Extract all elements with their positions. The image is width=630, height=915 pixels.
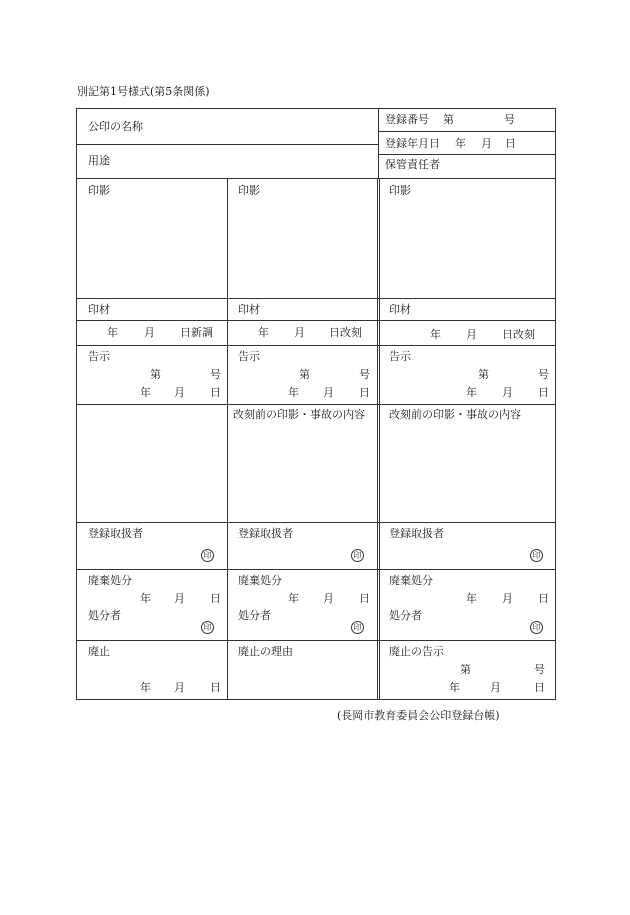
col3-date-month: 月 [466,328,477,341]
col3-notice-go: 号 [538,368,549,381]
top-divider [378,108,379,178]
col3-notice-month: 月 [502,386,513,399]
abolition-notice-year: 年 [449,681,460,694]
col2-disposer-seal-icon: 印 [351,621,364,634]
col2-date-year: 年 [258,326,269,339]
col3-change-label: 改刻前の印影・事故の内容 [389,408,521,421]
col1-handler-label: 登録取扱者 [88,527,143,540]
col1-handler-seal-icon: 印 [201,549,214,562]
row-line-date [76,345,556,346]
col3-disposer-label: 処分者 [389,609,422,622]
seal-name-label: 公印の名称 [88,120,143,133]
reg-date-label: 登録年月日 [385,137,440,150]
col2-date-suffix: 日改刻 [329,326,362,339]
col3-disposal-day: 日 [538,592,549,605]
row-line-change [76,522,556,523]
top-right-divider-1 [378,131,556,132]
form-caption: 別記第1号様式(第5条関係) [77,85,210,98]
row-line-handler [76,569,556,570]
usage-label: 用途 [88,154,110,167]
col1-material-label: 印材 [88,303,110,316]
reg-date-month: 月 [481,137,492,150]
col1-disposal-year: 年 [140,592,151,605]
col2-disposer-label: 処分者 [238,609,271,622]
col2-notice-year: 年 [288,386,299,399]
col3-disposer-seal-icon: 印 [530,621,543,634]
row-line-notice [76,404,556,405]
col3-handler-seal-icon: 印 [530,549,543,562]
row-line-material [76,320,556,321]
abolition-notice-go: 号 [534,663,545,676]
col1-disposal-day: 日 [210,592,221,605]
col2-notice-day: 日 [359,386,370,399]
col1-notice-day: 日 [210,386,221,399]
col2-imprint-label: 印影 [238,184,260,197]
custodian-label: 保管責任者 [385,158,440,171]
footer-note: (長岡市教育委員会公印登録台帳) [337,709,500,722]
col1-disposal-month: 月 [174,592,185,605]
reg-no-dai: 第 [443,113,454,126]
reg-date-day: 日 [505,137,516,150]
col2-notice-go: 号 [359,368,370,381]
col3-date-suffix: 日改刻 [502,328,535,341]
col1-notice-go: 号 [210,368,221,381]
col1-notice-dai: 第 [150,368,161,381]
col2-disposal-year: 年 [288,592,299,605]
col1-notice-year: 年 [140,386,151,399]
reg-no-label: 登録番号 [385,113,429,126]
col2-handler-label: 登録取扱者 [238,527,293,540]
col3-disposal-year: 年 [466,592,477,605]
col3-notice-year: 年 [466,386,477,399]
col1-date-month: 月 [144,326,155,339]
abolition-month: 月 [174,681,185,694]
col-divider-1 [227,178,228,700]
col1-date-year: 年 [107,326,118,339]
top-left-divider [76,144,378,145]
col2-notice-label: 告示 [238,350,260,363]
col1-date-suffix: 日新調 [180,326,213,339]
col3-notice-label: 告示 [389,350,411,363]
row-line-disposal [76,640,556,641]
col2-disposal-label: 廃棄処分 [238,574,282,587]
col3-disposal-label: 廃棄処分 [389,574,433,587]
col1-disposal-label: 廃棄処分 [88,574,132,587]
col2-notice-dai: 第 [299,368,310,381]
col3-handler-label: 登録取扱者 [389,527,444,540]
col2-handler-seal-icon: 印 [351,549,364,562]
abolition-notice-day: 日 [534,681,545,694]
col2-notice-month: 月 [323,386,334,399]
col1-notice-label: 告示 [88,350,110,363]
reg-no-go: 号 [504,113,515,126]
col3-disposal-month: 月 [502,592,513,605]
col2-date-month: 月 [294,326,305,339]
col3-date-year: 年 [430,328,441,341]
col1-disposer-label: 処分者 [88,609,121,622]
col3-material-label: 印材 [389,303,411,316]
row-line-imprint [76,298,556,299]
abolition-notice-dai: 第 [460,663,471,676]
abolition-label: 廃止 [88,645,110,658]
col2-disposal-month: 月 [323,592,334,605]
col1-imprint-label: 印影 [88,184,110,197]
abolition-day: 日 [210,681,221,694]
reg-date-year: 年 [455,137,466,150]
col1-notice-month: 月 [174,386,185,399]
abolition-notice-month: 月 [490,681,501,694]
col-divider-2b [379,178,380,700]
abolition-year: 年 [140,681,151,694]
top-right-divider-2 [378,154,556,155]
col-divider-2a [377,178,378,700]
col3-imprint-label: 印影 [389,184,411,197]
col3-notice-dai: 第 [478,368,489,381]
col1-disposer-seal-icon: 印 [201,621,214,634]
col2-material-label: 印材 [238,303,260,316]
top-section-bottom [76,178,556,179]
col3-notice-day: 日 [538,386,549,399]
col2-change-label: 改刻前の印影・事故の内容 [233,408,365,421]
abolition-notice-label: 廃止の告示 [389,645,444,658]
col2-disposal-day: 日 [359,592,370,605]
abolition-reason-label: 廃止の理由 [238,645,293,658]
